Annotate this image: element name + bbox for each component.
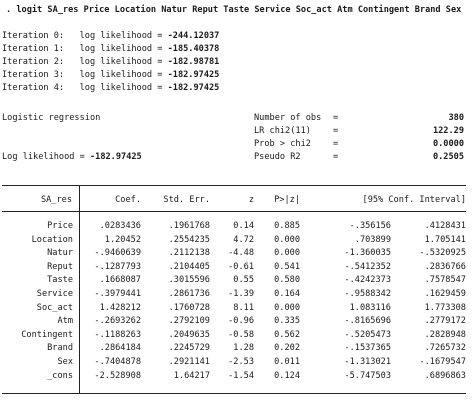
row-std-err: .2104405 bbox=[168, 261, 210, 272]
row-std-err: .2861736 bbox=[168, 289, 210, 299]
iteration-value: -182.97425 bbox=[167, 70, 220, 80]
row-z: 0.55 bbox=[233, 275, 254, 286]
row-ci-upper: -.5320925 bbox=[419, 248, 466, 259]
header-coef: Coef. bbox=[115, 195, 141, 205]
row-z: -4.48 bbox=[228, 248, 254, 259]
stat-eq: = bbox=[333, 139, 339, 149]
row-ci-lower: -.8165696 bbox=[344, 316, 391, 327]
row-ci-upper: .2836766 bbox=[424, 261, 466, 272]
row-std-err: .2921141 bbox=[168, 357, 210, 367]
iteration-label: Iteration 4: bbox=[2, 83, 65, 93]
row-std-err: 1.64217 bbox=[173, 370, 210, 381]
row-z: -0.58 bbox=[228, 329, 254, 340]
iteration-row bbox=[2, 43, 219, 55]
iteration-text: log likelihood = bbox=[79, 57, 163, 67]
row-ci-upper: .7265732 bbox=[424, 343, 466, 354]
row-ci-lower: -.5412352 bbox=[344, 261, 391, 272]
row-coef: .1668087 bbox=[99, 275, 141, 286]
stat-value: 0.2505 bbox=[432, 152, 464, 162]
iteration-label: Iteration 0: bbox=[2, 31, 65, 41]
row-ci-upper: 1.773308 bbox=[424, 302, 466, 313]
stat-eq: = bbox=[333, 126, 339, 136]
stat-eq: = bbox=[333, 152, 339, 162]
row-p-value: 0.335 bbox=[274, 316, 300, 327]
row-ci-lower: 1.083116 bbox=[349, 302, 391, 313]
row-ci-lower: -.4242373 bbox=[344, 275, 391, 286]
row-p-value: 0.124 bbox=[274, 370, 300, 381]
row-std-err: .1961768 bbox=[168, 221, 210, 231]
row-std-err: .2112138 bbox=[168, 248, 210, 259]
row-z: 4.72 bbox=[233, 234, 254, 245]
row-variable: Atm bbox=[57, 316, 73, 327]
row-z: -1.39 bbox=[228, 289, 254, 299]
table-top-rule bbox=[2, 185, 466, 186]
stat-label: LR chi2(11) bbox=[254, 126, 311, 136]
command-line: . logit SA_res Price Location Natur Reput Taste Service Soc_act Atm Contingent Brand Sex bbox=[6, 5, 462, 15]
row-p-value: 0.000 bbox=[274, 302, 300, 313]
stat-value: 380 bbox=[448, 113, 464, 123]
row-std-err: .1760728 bbox=[168, 302, 210, 313]
row-std-err: .3015596 bbox=[168, 275, 210, 286]
row-ci-upper: .1629459 bbox=[424, 289, 466, 299]
header-z: z bbox=[248, 195, 254, 205]
row-z: 8.11 bbox=[233, 302, 254, 313]
row-coef: 1.428212 bbox=[99, 302, 141, 313]
row-ci-lower: -1.313021 bbox=[344, 357, 391, 367]
row-variable: Reput bbox=[47, 261, 73, 272]
row-coef: -.2693262 bbox=[94, 316, 141, 327]
row-variable: Brand bbox=[47, 343, 73, 354]
row-ci-lower: -5.747503 bbox=[344, 370, 391, 381]
depvar-header: SA_res bbox=[40, 195, 72, 205]
table-bottom-rule bbox=[2, 393, 466, 394]
iteration-value: -182.97425 bbox=[167, 83, 220, 93]
iteration-text: log likelihood = bbox=[79, 83, 163, 93]
row-std-err: .2792109 bbox=[168, 316, 210, 327]
iteration-label: Iteration 3: bbox=[2, 70, 65, 80]
row-ci-lower: -.356156 bbox=[349, 221, 391, 231]
iteration-label: Iteration 1: bbox=[2, 44, 65, 54]
iteration-label: Iteration 2: bbox=[2, 57, 65, 67]
row-ci-lower: -.5205473 bbox=[344, 329, 391, 340]
row-variable: _cons bbox=[47, 370, 73, 381]
iteration-text: log likelihood = bbox=[79, 44, 163, 54]
row-ci-upper: .2828948 bbox=[424, 329, 466, 340]
stat-label: Pseudo R2 bbox=[254, 152, 301, 162]
final-ll-value: -182.97425 bbox=[89, 152, 142, 162]
row-ci-lower: -1.360035 bbox=[344, 248, 391, 259]
row-z: 0.14 bbox=[233, 221, 254, 231]
row-variable: Service bbox=[36, 289, 73, 299]
row-std-err: .2554235 bbox=[168, 234, 210, 245]
row-variable: Location bbox=[31, 234, 73, 245]
model-title: Logistic regression bbox=[2, 113, 101, 123]
row-variable: Taste bbox=[47, 275, 73, 286]
row-variable: Price bbox=[47, 221, 73, 231]
row-z: -0.96 bbox=[228, 316, 254, 327]
iteration-value: -244.12037 bbox=[167, 31, 220, 41]
row-coef: -.7404878 bbox=[94, 357, 141, 367]
stat-eq: = bbox=[333, 113, 339, 123]
iteration-text: log likelihood = bbox=[79, 31, 163, 41]
row-p-value: 0.580 bbox=[274, 275, 300, 286]
row-std-err: .2049635 bbox=[168, 329, 210, 340]
row-p-value: 0.202 bbox=[274, 343, 300, 354]
stat-value: 122.29 bbox=[432, 126, 464, 136]
row-ci-lower: -.1537365 bbox=[344, 343, 391, 354]
row-variable: Soc_act bbox=[36, 302, 73, 313]
row-p-value: 0.164 bbox=[274, 289, 300, 299]
row-coef: -2.528908 bbox=[94, 370, 141, 381]
row-p-value: 0.562 bbox=[274, 329, 300, 340]
row-ci-upper: .4128431 bbox=[424, 221, 466, 231]
row-coef: -.1287793 bbox=[94, 261, 141, 272]
row-ci-upper: 1.705141 bbox=[424, 234, 466, 245]
final-log-likelihood bbox=[2, 151, 142, 163]
row-p-value: 0.000 bbox=[274, 248, 300, 259]
header-std-err: Std. Err. bbox=[163, 195, 210, 205]
header-conf-interval: [95% Conf. Interval] bbox=[362, 195, 466, 205]
iteration-row bbox=[2, 56, 219, 68]
row-coef: .2864184 bbox=[99, 343, 141, 354]
row-coef: -.3979441 bbox=[94, 289, 141, 299]
header-p: P>|z| bbox=[274, 195, 300, 205]
row-coef: 1.20452 bbox=[104, 234, 141, 245]
row-coef: -.1188263 bbox=[94, 329, 141, 340]
iteration-text: log likelihood = bbox=[79, 70, 163, 80]
iteration-value: -185.40378 bbox=[167, 44, 220, 54]
row-ci-lower: .703899 bbox=[354, 234, 391, 245]
row-ci-upper: .7578547 bbox=[424, 275, 466, 286]
row-coef: -.9460639 bbox=[94, 248, 141, 259]
row-ci-upper: .2779172 bbox=[424, 316, 466, 327]
row-p-value: 0.541 bbox=[274, 261, 300, 272]
stat-label: Number of obs bbox=[254, 113, 322, 123]
row-variable: Contingent bbox=[21, 329, 73, 340]
row-variable: Sex bbox=[57, 357, 73, 367]
stat-value: 0.0000 bbox=[432, 139, 464, 149]
row-ci-upper: -.1679547 bbox=[419, 357, 466, 367]
row-z: -0.61 bbox=[228, 261, 254, 272]
row-z: -1.54 bbox=[228, 370, 254, 381]
row-coef: .0283436 bbox=[99, 221, 141, 231]
row-z: -2.53 bbox=[228, 357, 254, 367]
stat-label: Prob > chi2 bbox=[254, 139, 311, 149]
row-p-value: 0.000 bbox=[274, 234, 300, 245]
iteration-value: -182.98781 bbox=[167, 57, 220, 67]
iteration-row bbox=[2, 30, 219, 42]
row-z: 1.28 bbox=[233, 343, 254, 354]
table-header-rule bbox=[2, 211, 466, 212]
row-ci-upper: .6896863 bbox=[424, 370, 466, 381]
iteration-row bbox=[2, 69, 219, 81]
row-ci-lower: -.9588342 bbox=[344, 289, 391, 299]
iteration-row bbox=[2, 82, 219, 94]
final-ll-text: Log likelihood = bbox=[2, 152, 85, 162]
row-p-value: 0.885 bbox=[274, 221, 300, 231]
row-p-value: 0.011 bbox=[274, 357, 300, 367]
row-std-err: .2245729 bbox=[168, 343, 210, 354]
row-variable: Natur bbox=[47, 248, 73, 259]
